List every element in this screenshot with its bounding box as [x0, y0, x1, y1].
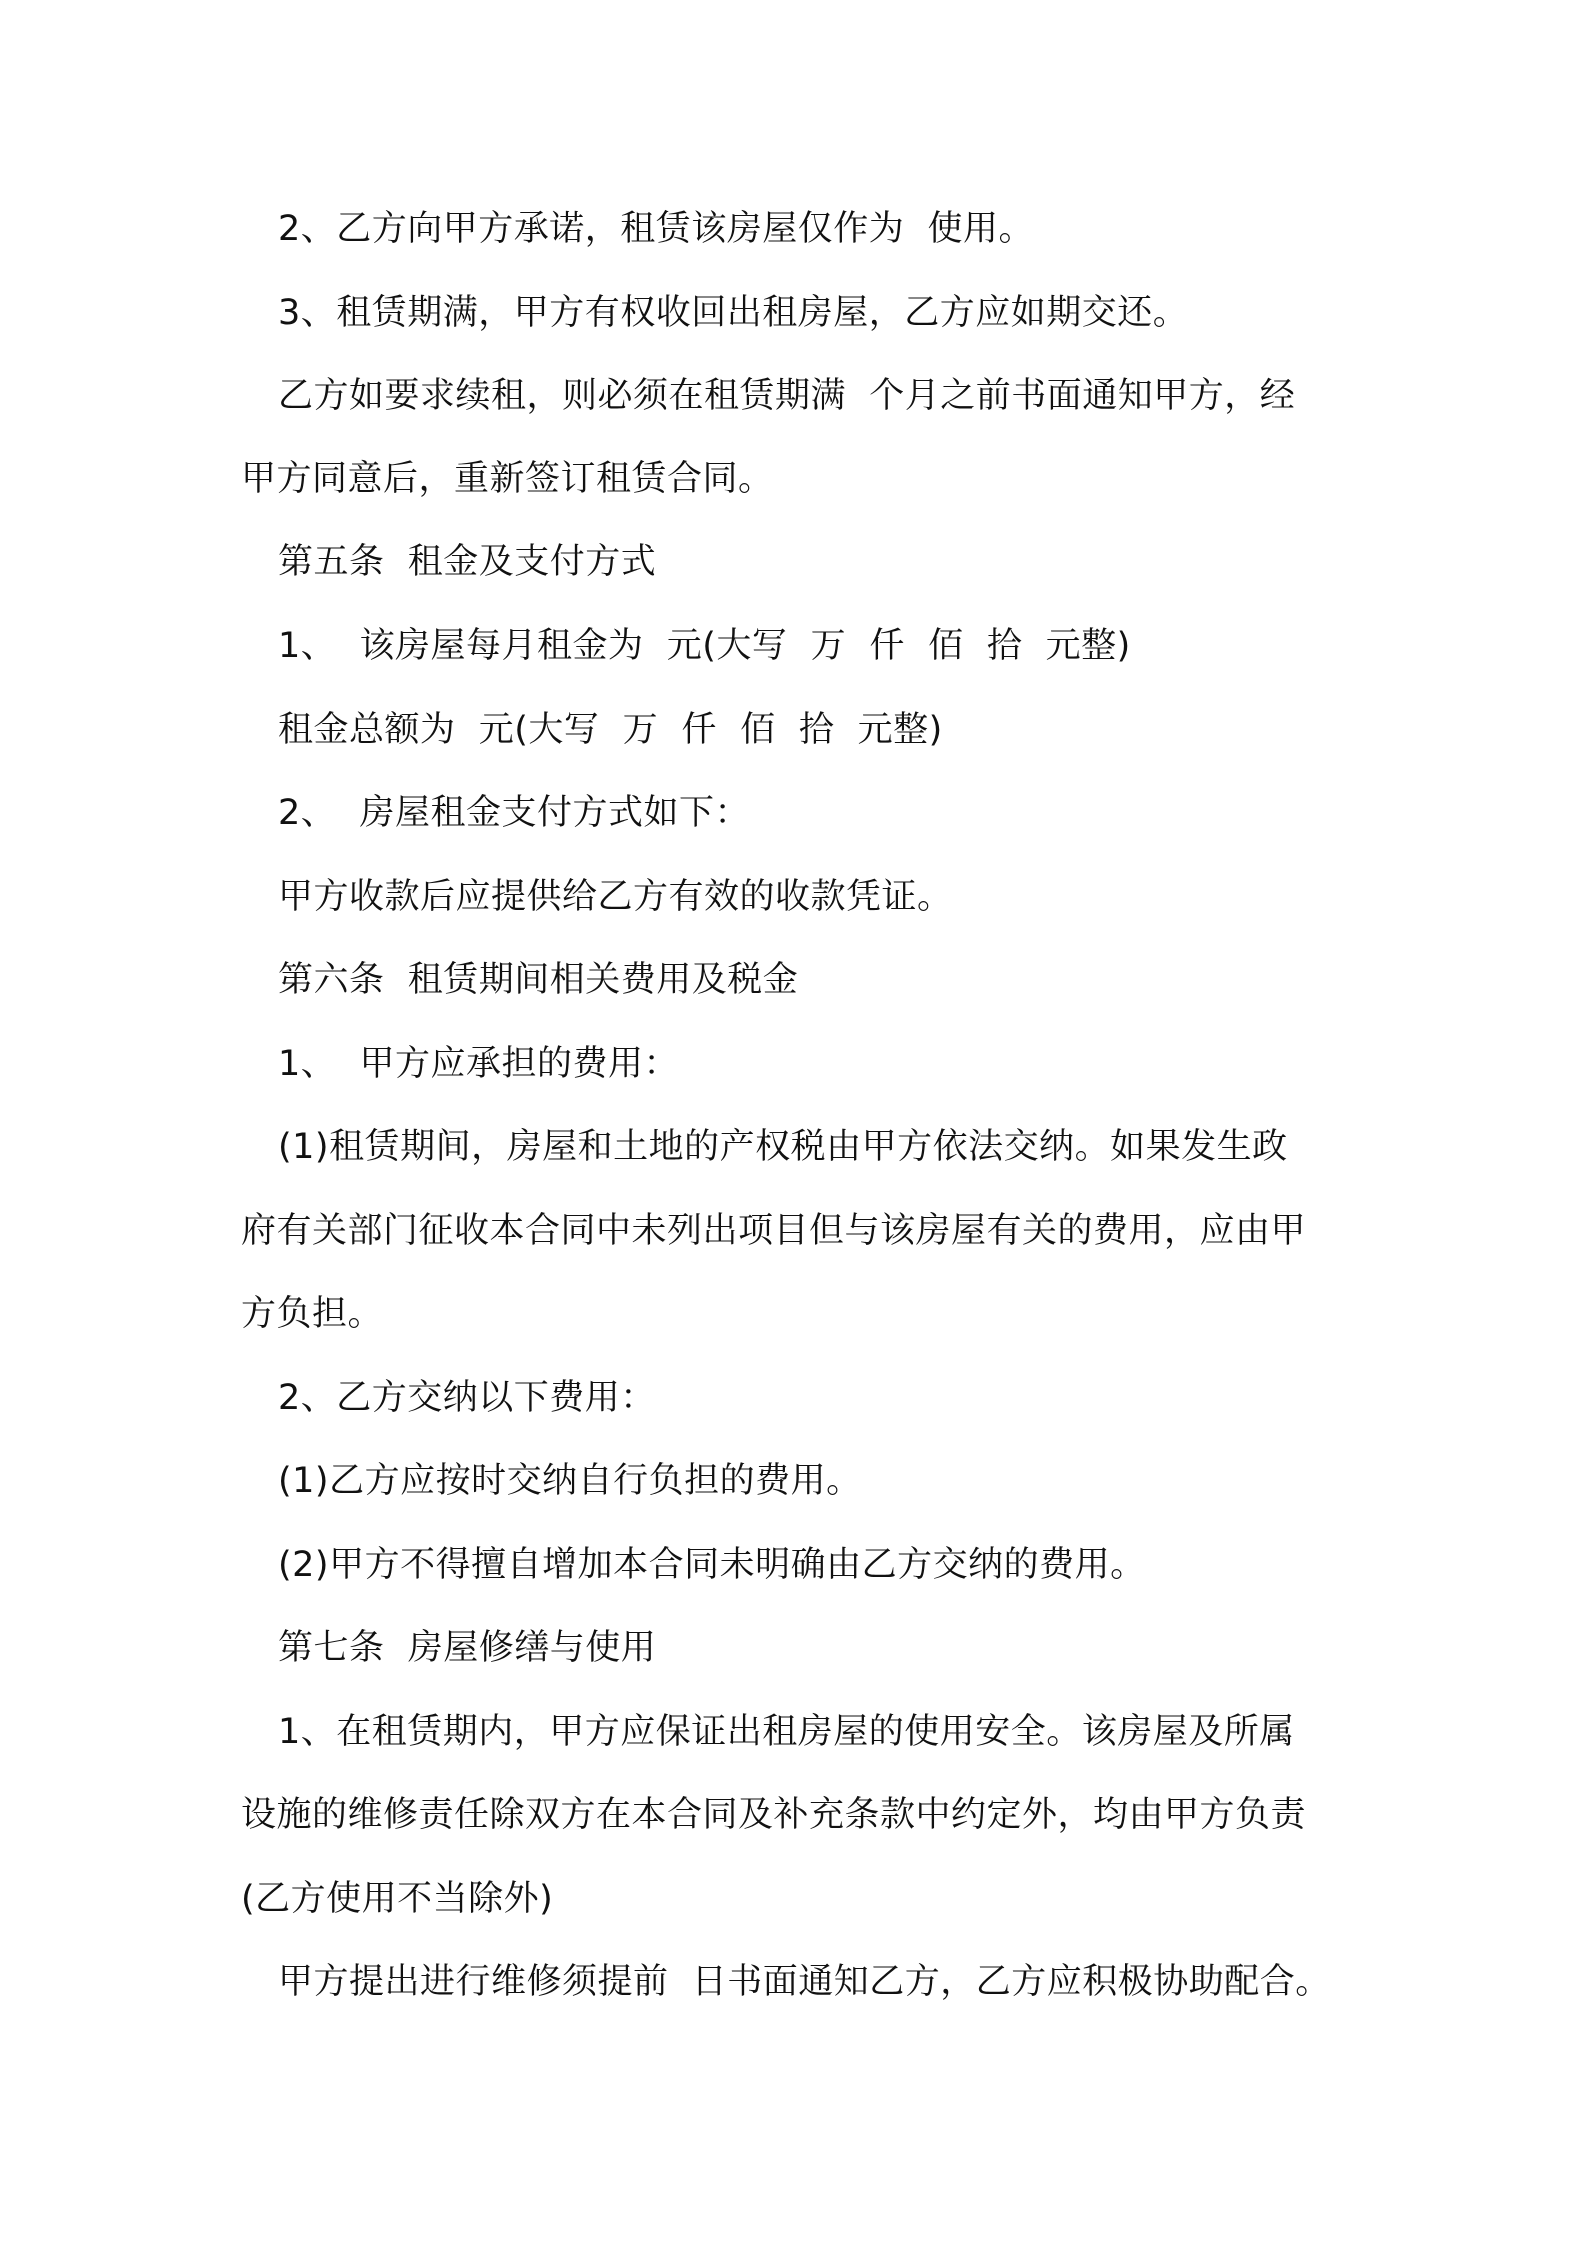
clause-7-item-1-line-2: 设施的维修责任除双方在本合同及补充条款中约定外，均由甲方负责 [241, 1795, 1307, 1835]
clause-5-item-2: 2、 房屋租金支付方式如下： [278, 793, 751, 833]
total-rent-line: 租金总额为 元(大写 万 仟 佰 拾 元整) [278, 710, 943, 750]
clause-6-sub-1-line-2: 府有关部门征收本合同中未列出项目但与该房屋有关的费用，应由甲 [241, 1211, 1307, 1251]
clause-6-item-2: 2、乙方交纳以下费用： [278, 1378, 656, 1418]
renewal-paragraph-line-1: 乙方如要求续租，则必须在租赁期满 个月之前书面通知甲方，经 [278, 376, 1296, 416]
clause-5-heading: 第五条 租金及支付方式 [278, 542, 657, 582]
clause-6-heading: 第六条 租赁期间相关费用及税金 [278, 960, 799, 1000]
clause-7-item-1-line-1: 1、在租赁期内，甲方应保证出租房屋的使用安全。该房屋及所属 [278, 1712, 1295, 1752]
renewal-paragraph-line-2: 甲方同意后，重新签订租赁合同。 [241, 459, 774, 499]
clause-5-item-1: 1、 该房屋每月租金为 元(大写 万 仟 佰 拾 元整) [278, 626, 1131, 666]
clause-6-item-1: 1、 甲方应承担的费用： [278, 1044, 680, 1084]
repair-notice-line: 甲方提出进行维修须提前 日书面通知乙方，乙方应积极协助配合。 [278, 1962, 1331, 2002]
clause-7-heading: 第七条 房屋修缮与使用 [278, 1628, 657, 1668]
clause-6-item-2-sub-1: (1)乙方应按时交纳自行负担的费用。 [278, 1461, 862, 1501]
clause-7-item-1-line-3: (乙方使用不当除外) [241, 1879, 554, 1919]
clause-6-item-2-sub-2: (2)甲方不得擅自增加本合同未明确由乙方交纳的费用。 [278, 1545, 1146, 1585]
clause-4-item-3: 3、租赁期满，甲方有权收回出租房屋，乙方应如期交还。 [278, 293, 1189, 333]
clause-6-sub-1-line-1: (1)租赁期间，房屋和土地的产权税由甲方依法交纳。如果发生政 [278, 1127, 1288, 1167]
clause-6-sub-1-line-3: 方负担。 [241, 1294, 384, 1334]
receipt-line: 甲方收款后应提供给乙方有效的收款凭证。 [278, 877, 953, 917]
clause-4-item-2: 2、乙方向甲方承诺，租赁该房屋仅作为 使用。 [278, 209, 1035, 249]
